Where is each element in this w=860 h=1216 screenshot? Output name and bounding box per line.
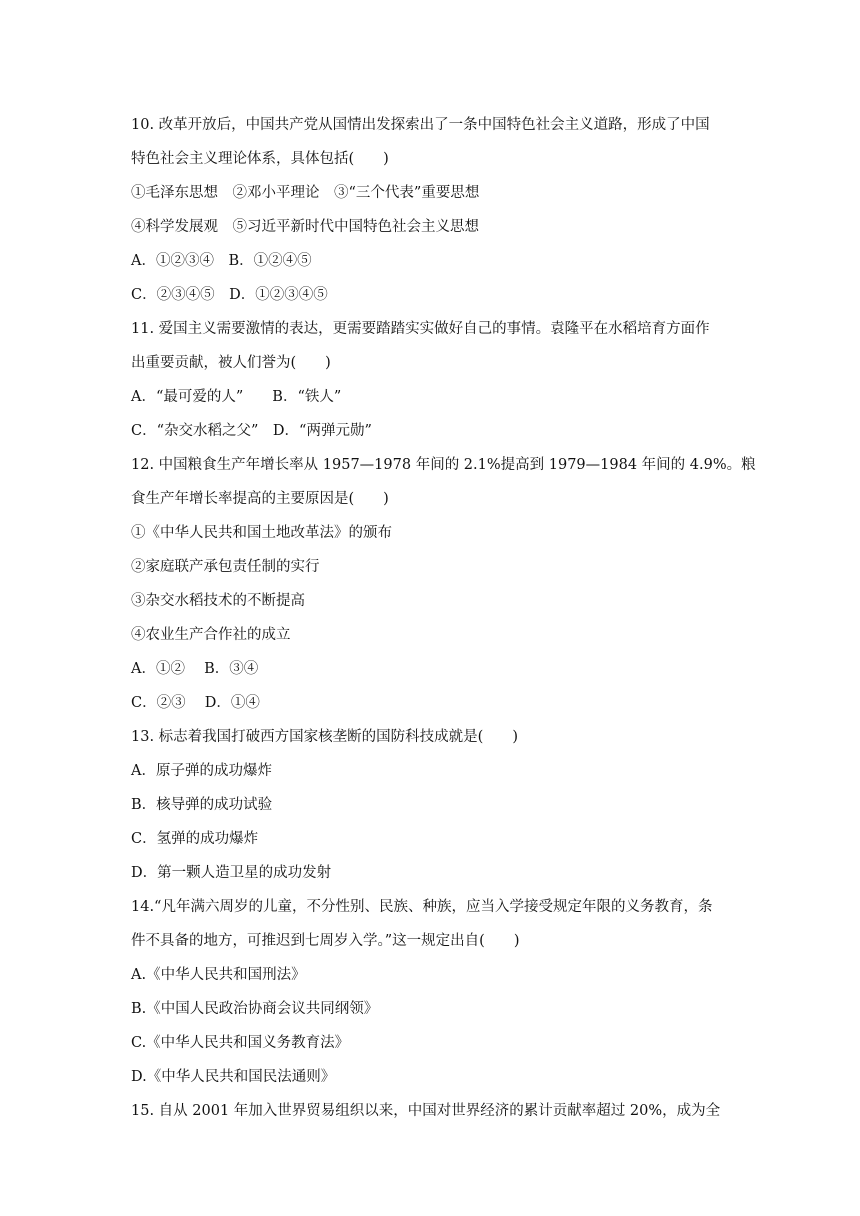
q10-options-cd: C．②③④⑤ D．①②③④⑤ xyxy=(131,287,328,303)
q14-option-d: D.《中华人民共和国民法通则》 xyxy=(131,1069,336,1085)
q13-option-b: B．核导弹的成功试验 xyxy=(131,797,273,813)
q12-item-1: ①《中华人民共和国土地改革法》的颁布 xyxy=(131,525,392,541)
q13-option-c: C．氢弹的成功爆炸 xyxy=(131,831,259,847)
q11-options-ab: A．“最可爱的人” B．“铁人” xyxy=(131,389,342,405)
q14-line-2: 件不具备的地方，可推迟到七周岁入学。”这一规定出自( ) xyxy=(131,933,520,949)
q14-option-a: A.《中华人民共和国刑法》 xyxy=(131,967,306,983)
q12-line-2: 食生产年增长率提高的主要原因是( ) xyxy=(131,491,389,507)
q10-items-2: ④科学发展观 ⑤习近平新时代中国特色社会主义思想 xyxy=(131,219,479,235)
q10-items-1: ①毛泽东思想 ②邓小平理论 ③“三个代表”重要思想 xyxy=(131,185,480,201)
question-text-block xyxy=(131,108,756,1128)
q14-line-1: 14.“凡年满六周岁的儿童，不分性别、民族、种族，应当入学接受规定年限的义务教育，条 xyxy=(131,899,713,915)
q13-option-d: D．第一颗人造卫星的成功发射 xyxy=(131,865,332,881)
q12-item-4: ④农业生产合作社的成立 xyxy=(131,627,291,643)
q12-options-cd: C．②③ D．①④ xyxy=(131,695,260,711)
q13-line-1: 13. 标志着我国打破西方国家核垄断的国防科技成就是( ) xyxy=(131,729,518,745)
q11-options-cd: C．“杂交水稻之父” D．“两弹元勋” xyxy=(131,423,372,439)
q11-line-2: 出重要贡献，被人们誉为( ) xyxy=(131,355,331,371)
q12-line-1: 12. 中国粮食生产年增长率从 1957—1978 年间的 2.1%提高到 1979—1984 年间的 4.9%。粮 xyxy=(131,457,756,473)
q11-line-1: 11. 爱国主义需要激情的表达，更需要踏踏实实做好自己的事情。袁隆平在水稻培育方面作 xyxy=(131,321,710,337)
q14-option-c: C.《中华人民共和国义务教育法》 xyxy=(131,1035,350,1051)
q12-options-ab: A．①② B．③④ xyxy=(131,661,259,677)
q12-item-3: ③杂交水稻技术的不断提高 xyxy=(131,593,305,609)
q13-option-a: A．原子弹的成功爆炸 xyxy=(131,763,272,779)
q10-options-ab: A．①②③④ B．①②④⑤ xyxy=(131,253,312,269)
q10-line-2: 特色社会主义理论体系，具体包括( ) xyxy=(131,151,389,167)
q15-line-1: 15. 自从 2001 年加入世界贸易组织以来，中国对世界经济的累计贡献率超过 20%，成为全 xyxy=(131,1103,721,1119)
q10-line-1: 10. 改革开放后，中国共产党从国情出发探索出了一条中国特色社会主义道路，形成了中国 xyxy=(131,117,710,133)
q12-item-2: ②家庭联产承包责任制的实行 xyxy=(131,559,320,575)
q14-option-b: B.《中国人民政治协商会议共同纲领》 xyxy=(131,1001,379,1017)
